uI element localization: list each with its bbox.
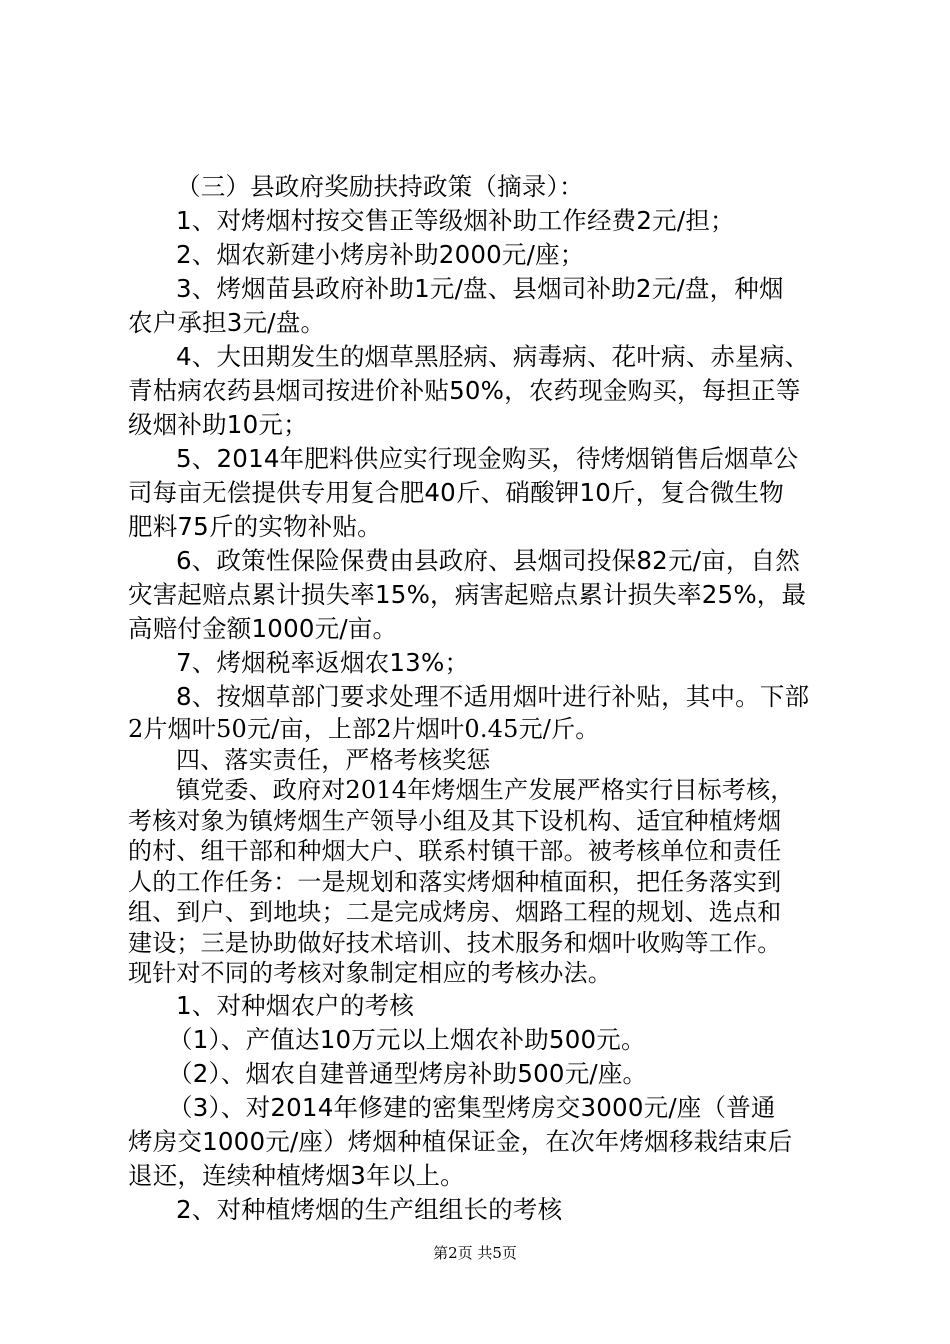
assess-1-title: 1、对种烟农户的考核 (176, 990, 415, 1020)
page-footer: 第2页 共5页 (433, 1244, 517, 1262)
policy-item-5-cont-2: 肥料75斤的实物补贴。 (128, 512, 382, 541)
section-4-para-line-6: 建设；三是协助做好技术培训、技术服务和烟叶收购等工作。 (128, 928, 782, 957)
assess-1-item-3-cont-1: 烤房交1000元/座）烤烟种植保证金，在次年烤烟移栽结束后 (128, 1126, 793, 1156)
section-4-para-line-5: 组、到户、到地块；二是完成烤房、烟路工程的规划、选点和 (128, 898, 782, 926)
policy-item-6: 6、政策性保险保费由县政府、县烟司投保82元/亩，自然 (176, 546, 800, 575)
policy-item-4: 4、大田期发生的烟草黑胫病、病毒病、花叶病、赤星病、 (176, 342, 810, 371)
policy-item-5: 5、2014年肥料供应实行现金购买，待烤烟销售后烟草公 (176, 444, 799, 473)
section-4-title: 四、落实责任，严格考核奖惩 (176, 745, 491, 774)
section-4-para-line-4: 人的工作任务：一是规划和落实烤烟种植面积，把任务落实到 (128, 867, 782, 896)
assess-2-title: 2、对种植烤烟的生产组组长的考核 (176, 1194, 563, 1224)
section-3-title: （三）县政府奖励扶持政策（摘录）： (176, 172, 584, 201)
policy-item-6-cont-1: 灾害起赔点累计损失率15%，病害起赔点累计损失率25%，最 (128, 580, 807, 609)
policy-item-1: 1、对烤烟村按交售正等级烟补助工作经费2元/担； (176, 206, 735, 235)
document-body (128, 170, 838, 1227)
policy-item-8-head: 8、按烟草部门要求处理不适用烟叶进行补贴，其中。 (176, 682, 760, 711)
policy-item-5-cont-1: 司每亩无偿提供专用复合肥40斤、硝酸钾10斤，复合微生物 (128, 478, 784, 507)
section-4-para-line-3: 的村、组干部和种烟大户、联系村镇干部。被考核单位和责任 (128, 837, 782, 865)
section-4-para-line-1: 镇党委、政府对2014年烤烟生产发展严格实行目标考核， (176, 776, 795, 804)
assess-1-item-3-cont-2: 退还，连续种植烤烟3年以上。 (128, 1160, 465, 1190)
policy-item-4-cont-1: 青枯病农药县烟司按进价补贴50%，农药现金购买，每担正等 (128, 376, 801, 405)
assess-1-item-3: （3）、对2014年修建的密集型烤房交3000元/座（普通 (168, 1092, 776, 1122)
assess-1-item-1: （1）、产值达10万元以上烟农补助500元。 (168, 1024, 646, 1054)
section-4-para-line-2: 考核对象为镇烤烟生产领导小组及其下设机构、适宜种植烤烟 (128, 806, 782, 835)
policy-item-7: 7、烤烟税率返烟农13%； (176, 648, 470, 677)
policy-item-8-tail: 下部 (759, 682, 810, 711)
section-4-para-line-7: 现针对不同的考核对象制定相应的考核办法。 (128, 959, 612, 987)
assess-1-item-2: （2）、烟农自建普通型烤房补助500元/座。 (168, 1058, 648, 1088)
policy-item-8-cont: 2片烟叶50元/亩，上部2片烟叶0.45元/斤。 (128, 715, 600, 743)
policy-item-4-cont-2: 级烟补助10元； (128, 410, 308, 439)
policy-item-2: 2、烟农新建小烤房补助2000元/座； (176, 240, 585, 269)
policy-item-3: 3、烤烟苗县政府补助1元/盘、县烟司补助2元/盘，种烟 (176, 274, 784, 303)
policy-item-3-cont: 农户承担3元/盘。 (128, 308, 326, 337)
policy-item-8 (128, 680, 838, 714)
policy-item-6-cont-2: 高赔付金额1000元/亩。 (128, 614, 398, 643)
